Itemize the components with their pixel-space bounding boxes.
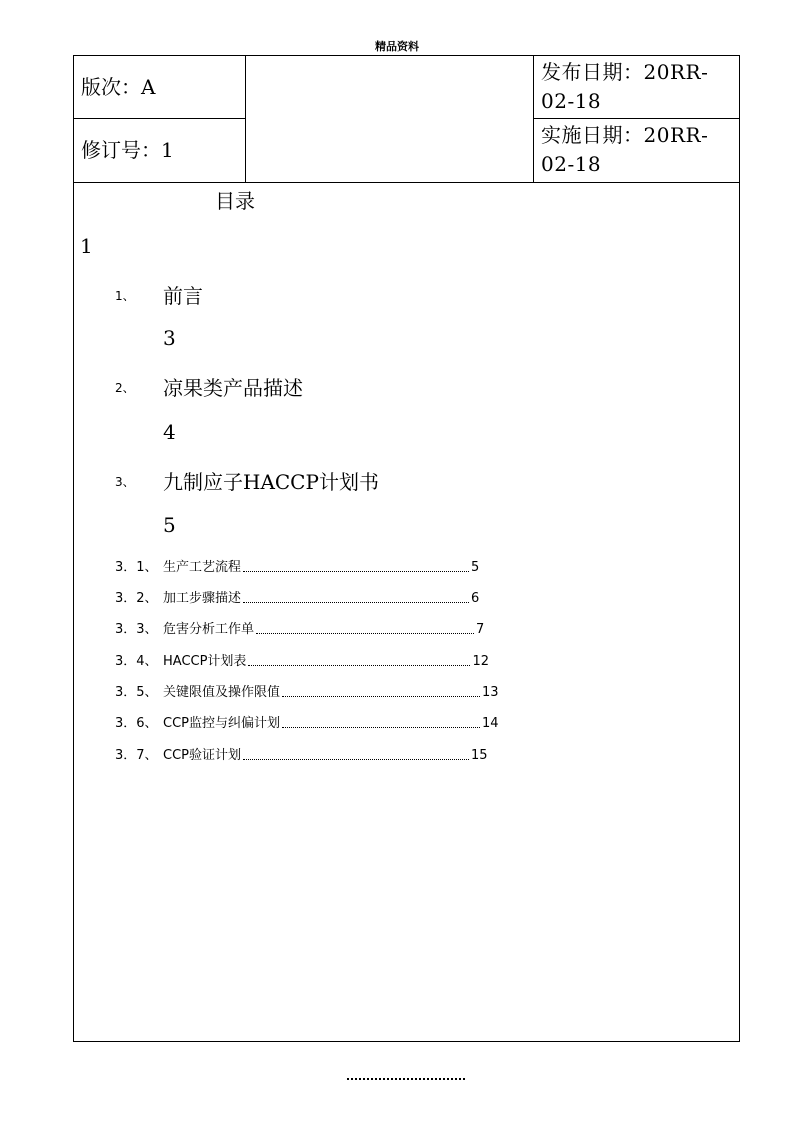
toc-subitem[interactable] xyxy=(115,682,499,700)
implement-date-label: 实施日期：20RR-02-18 xyxy=(541,123,709,176)
leader-dots xyxy=(243,602,469,603)
toc-subitem-label: 关键限值及操作限值 xyxy=(163,685,281,700)
leader-dots xyxy=(248,665,470,666)
toc-subitem-page: 7 xyxy=(476,622,485,637)
toc-subitem-label: CCP验证计划 xyxy=(163,748,241,763)
toc-subitem-page: 15 xyxy=(471,748,488,763)
toc-item-link[interactable]: 九制应子HACCP计划书 xyxy=(163,470,379,494)
toc-subitem-label: 生产工艺流程 xyxy=(163,560,242,575)
leader-dots xyxy=(282,696,480,697)
toc-subitem-label: 加工步骤描述 xyxy=(163,591,242,606)
toc-item-link[interactable]: 凉果类产品描述 xyxy=(163,376,303,400)
toc-subitem-number: 3．4、 xyxy=(115,654,158,669)
publish-date-cell xyxy=(534,56,740,119)
toc-subitem-page: 14 xyxy=(482,716,499,731)
toc-item-number: 1、 xyxy=(115,289,135,303)
toc-item-page: 4 xyxy=(163,420,176,444)
toc-subitem-label: HACCP计划表 xyxy=(163,654,247,669)
leader-dots xyxy=(282,727,480,728)
toc-subitem-page: 12 xyxy=(472,654,489,669)
header-middle-cell xyxy=(246,56,534,182)
toc-subitem-number: 3．2、 xyxy=(115,591,158,606)
toc-item-number: 3、 xyxy=(115,475,135,489)
revision-cell xyxy=(74,119,246,182)
toc-subitem[interactable] xyxy=(115,745,488,763)
publish-date-label: 发布日期：20RR-02-18 xyxy=(541,60,709,113)
document-frame xyxy=(73,55,740,1042)
banner-label: 精品资料 xyxy=(375,40,419,53)
version-label: 版次：A xyxy=(81,75,156,99)
implement-date-cell xyxy=(534,119,740,182)
toc-subitem[interactable] xyxy=(115,651,489,669)
toc-item-link[interactable]: 前言 xyxy=(163,284,203,308)
leader-dots xyxy=(256,633,474,634)
toc-subitem-label: 危害分析工作单 xyxy=(163,622,255,637)
leader-dots xyxy=(243,759,469,760)
toc-first-page: 1 xyxy=(80,234,93,258)
header-divider xyxy=(74,182,739,183)
toc-title: 目录 xyxy=(215,189,255,213)
toc-subitem[interactable] xyxy=(115,588,479,606)
toc-subitem-label: CCP监控与纠偏计划 xyxy=(163,716,280,731)
leader-dots xyxy=(243,571,469,572)
toc-subitem-page: 13 xyxy=(482,685,499,700)
toc-subitem-number: 3．5、 xyxy=(115,685,158,700)
version-cell xyxy=(74,56,246,119)
toc-subitem[interactable] xyxy=(115,619,484,637)
toc-item-page: 3 xyxy=(163,326,176,350)
toc-subitem[interactable] xyxy=(115,557,479,575)
toc-subitem[interactable] xyxy=(115,713,499,731)
toc-subitem-page: 5 xyxy=(471,560,480,575)
footer-dotted-line xyxy=(347,1078,465,1080)
toc-subitem-number: 3．3、 xyxy=(115,622,158,637)
revision-label: 修订号：1 xyxy=(81,138,174,162)
toc-subitem-number: 3．1、 xyxy=(115,560,158,575)
toc-item-number: 2、 xyxy=(115,381,135,395)
toc-subitem-page: 6 xyxy=(471,591,480,606)
toc-subitem-number: 3．6、 xyxy=(115,716,158,731)
toc-subitem-number: 3．7、 xyxy=(115,748,158,763)
toc-item-page: 5 xyxy=(163,513,176,537)
